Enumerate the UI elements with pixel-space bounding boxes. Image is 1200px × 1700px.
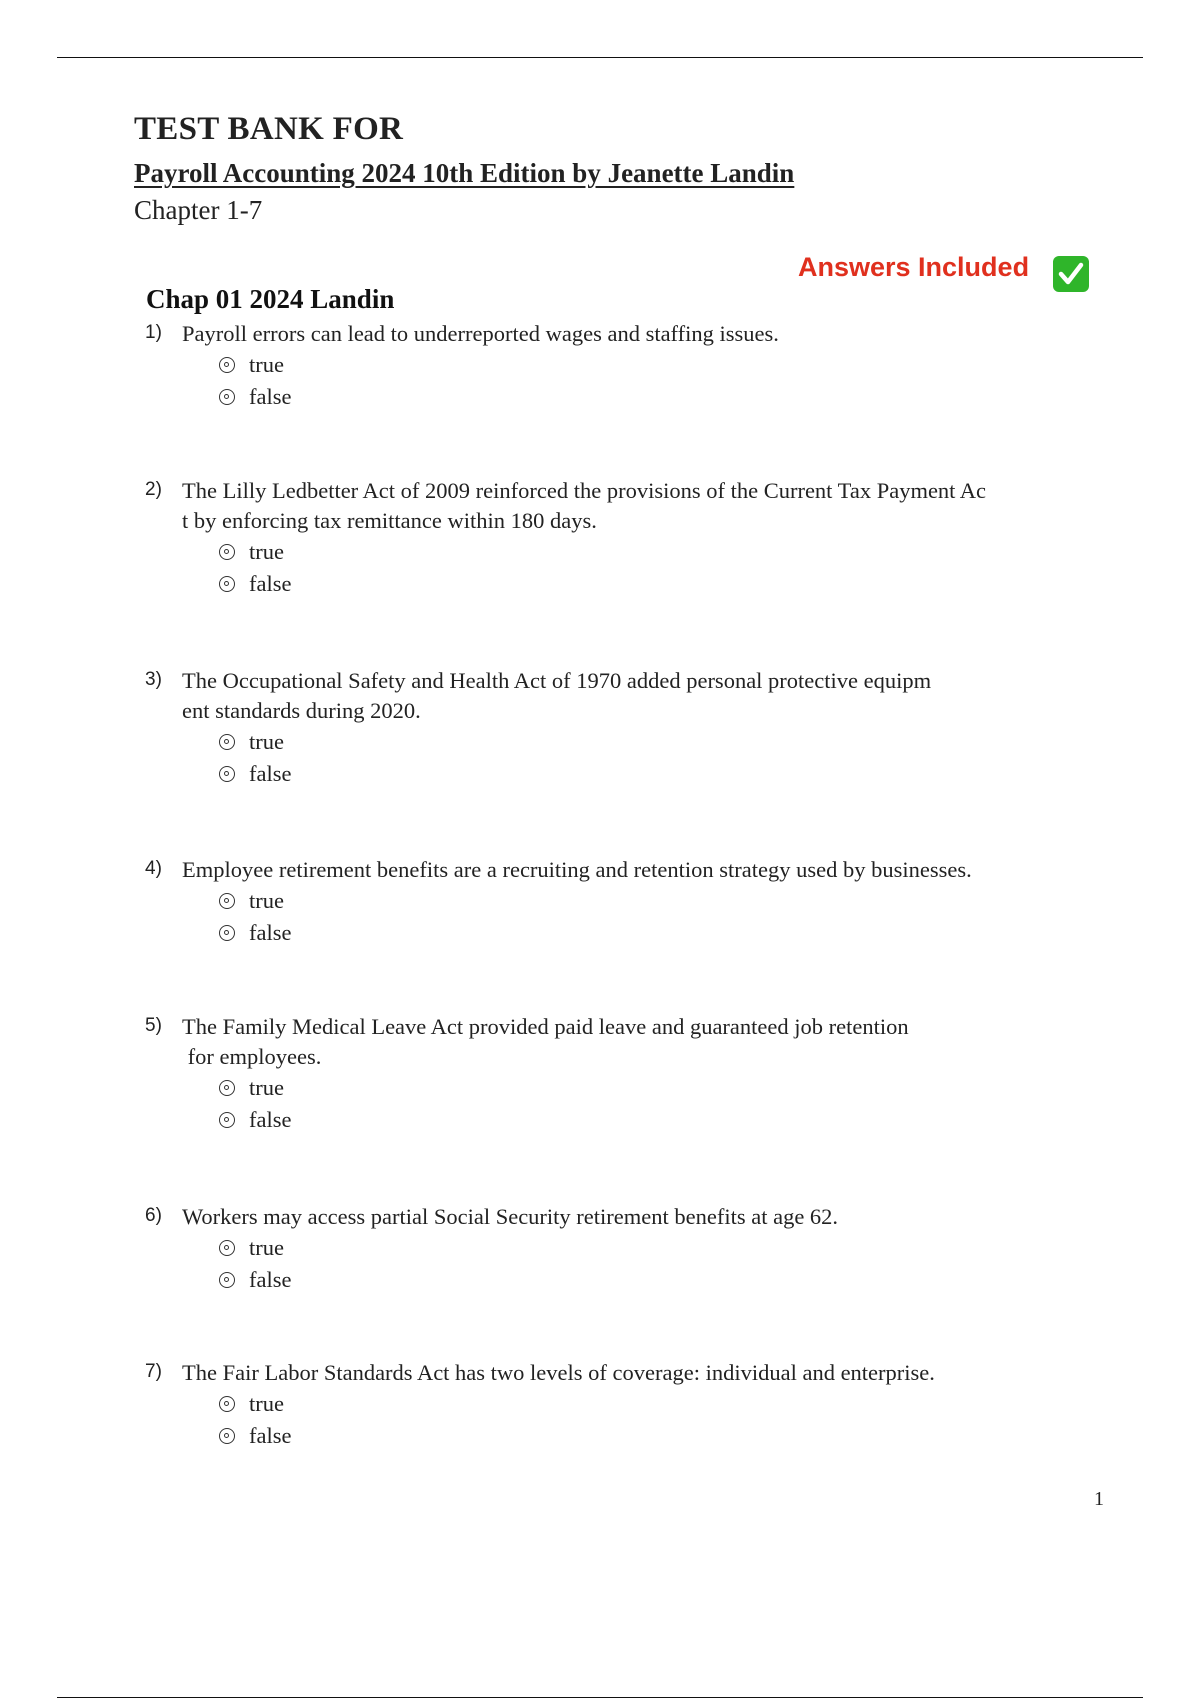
- answer-option-false[interactable]: [219, 382, 291, 412]
- option-label: true: [249, 1235, 284, 1260]
- question-number: 3): [145, 669, 162, 690]
- question-text: ent standards during 2020.: [182, 698, 421, 723]
- option-label: false: [249, 384, 292, 409]
- radio-button-icon[interactable]: [219, 925, 235, 941]
- answer-option-false[interactable]: [219, 759, 291, 789]
- radio-button-icon[interactable]: [219, 1240, 235, 1256]
- question-number: 1): [145, 322, 162, 343]
- radio-button-icon[interactable]: [219, 357, 235, 373]
- option-label: true: [249, 729, 284, 754]
- option-label: false: [249, 920, 292, 945]
- question-number: 2): [145, 479, 162, 500]
- check-mark-button-icon: [1052, 255, 1090, 293]
- chapter-range: Chapter 1-7: [134, 195, 263, 225]
- question-number: 7): [145, 1361, 162, 1382]
- answer-option-false[interactable]: [219, 569, 291, 599]
- answer-option-true[interactable]: [219, 350, 284, 380]
- radio-button-icon[interactable]: [219, 1396, 235, 1412]
- answers-included-label: Answers Included: [798, 252, 1030, 282]
- question-text: for employees.: [182, 1044, 322, 1069]
- radio-button-icon[interactable]: [219, 893, 235, 909]
- question-number: 6): [145, 1205, 162, 1226]
- answer-option-true[interactable]: [219, 1389, 284, 1419]
- section-heading: Chap 01 2024 Landin: [146, 284, 395, 314]
- option-label: true: [249, 352, 284, 377]
- answer-option-false[interactable]: [219, 1421, 291, 1451]
- option-label: false: [249, 1107, 292, 1132]
- option-label: false: [249, 761, 292, 786]
- radio-button-icon[interactable]: [219, 1428, 235, 1444]
- question-text: The Family Medical Leave Act provided paid leave and guaranteed job retention: [182, 1014, 909, 1039]
- radio-button-icon[interactable]: [219, 576, 235, 592]
- question-text: The Fair Labor Standards Act has two levels of coverage: individual and enterprise.: [182, 1360, 935, 1385]
- answer-option-true[interactable]: [219, 727, 284, 757]
- answer-option-false[interactable]: [219, 1265, 291, 1295]
- document-title: TEST BANK FOR: [134, 111, 404, 147]
- question-text: The Occupational Safety and Health Act of 1970 added personal protective equipm: [182, 668, 932, 693]
- radio-button-icon[interactable]: [219, 389, 235, 405]
- option-label: false: [249, 1267, 292, 1292]
- option-label: true: [249, 1391, 284, 1416]
- radio-button-icon[interactable]: [219, 1080, 235, 1096]
- question-text: Workers may access partial Social Security retirement benefits at age 62.: [182, 1204, 839, 1229]
- answer-option-false[interactable]: [219, 1105, 291, 1135]
- option-label: false: [249, 571, 292, 596]
- question-number: 4): [145, 858, 162, 879]
- book-title: Payroll Accounting 2024 10th Edition by Jeanette Landin: [134, 158, 795, 188]
- option-label: true: [249, 539, 284, 564]
- answer-option-false[interactable]: [219, 918, 291, 948]
- question-text: Payroll errors can lead to underreported wages and staffing issues.: [182, 321, 779, 346]
- radio-button-icon[interactable]: [219, 734, 235, 750]
- radio-button-icon[interactable]: [219, 544, 235, 560]
- radio-button-icon[interactable]: [219, 1112, 235, 1128]
- answer-option-true[interactable]: [219, 1233, 284, 1263]
- question-text: t by enforcing tax remittance within 180 days.: [182, 508, 597, 533]
- bottom-divider: [57, 1697, 1143, 1698]
- question-text: Employee retirement benefits are a recruiting and retention strategy used by businesses.: [182, 857, 972, 882]
- top-divider: [57, 57, 1143, 58]
- question-number: 5): [145, 1015, 162, 1036]
- radio-button-icon[interactable]: [219, 766, 235, 782]
- option-label: true: [249, 888, 284, 913]
- answer-option-true[interactable]: [219, 1073, 284, 1103]
- answer-option-true[interactable]: [219, 537, 284, 567]
- question-text: The Lilly Ledbetter Act of 2009 reinforced the provisions of the Current Tax Payment Ac: [182, 478, 987, 503]
- answer-option-true[interactable]: [219, 886, 284, 916]
- option-label: false: [249, 1423, 292, 1448]
- option-label: true: [249, 1075, 284, 1100]
- radio-button-icon[interactable]: [219, 1272, 235, 1288]
- page-number: 1: [1094, 1488, 1104, 1510]
